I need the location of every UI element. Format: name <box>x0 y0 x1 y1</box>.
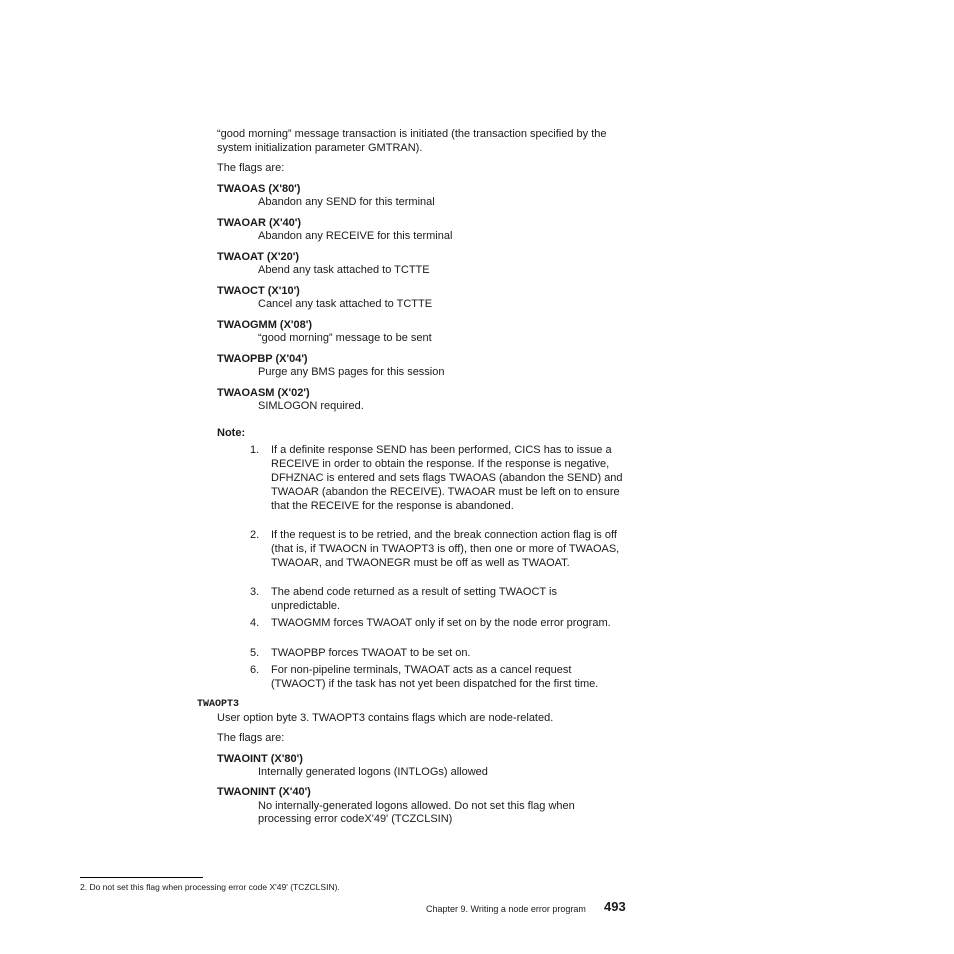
note-number: 4. <box>250 617 260 629</box>
flag-term: TWAOINT (X'80') <box>217 753 303 765</box>
flag-term: TWAOGMM (X'08') <box>217 319 313 331</box>
note-text: The abend code returned as a result of setting TWAOCT is unpredictable. <box>271 586 557 612</box>
footnote: 2. Do not set this flag when processing error code X'49' (TCZCLSIN). <box>80 882 340 892</box>
flag-term: TWAOASM (X'02') <box>217 387 310 399</box>
flag-description: Abandon any SEND for this terminal <box>258 196 435 208</box>
flag-term: TWAONINT (X'40') <box>217 786 311 798</box>
footnote-divider <box>80 877 203 878</box>
flag-description: Cancel any task attached to TCTTE <box>258 298 433 310</box>
note-number: 5. <box>250 647 260 659</box>
flag-term: TWAOAT (X'20') <box>217 251 300 263</box>
flag-description: processing error codeX'49' (TCZCLSIN) <box>258 813 453 825</box>
flag-term: TWAOAR (X'40') <box>217 217 302 229</box>
body-text-line: “good morning” message transaction is initiated (the transaction specified by the <box>217 128 607 140</box>
note-text: TWAOGMM forces TWAOAT only if set on by the node error program. <box>271 617 611 629</box>
flags-intro: The flags are: <box>217 732 285 744</box>
page-number: 493 <box>604 899 626 914</box>
note-text: If the request is to be retried, and the break connection action flag is off (that is, if TWAOCN in TWAOPT3 is off), then one or more of TWAOAS, TWAOAR, and TWAONEGR must be off as well as TWAOAT. <box>271 529 620 569</box>
flag-description: No internally-generated logons allowed. Do not set this flag when <box>258 800 575 812</box>
note-number: 2. <box>250 529 260 541</box>
flag-term: TWAOAS (X'80') <box>217 183 301 195</box>
flags-intro: The flags are: <box>217 162 285 174</box>
note-text: TWAOPBP forces TWAOAT to be set on. <box>271 647 471 659</box>
note-number: 6. <box>250 664 260 676</box>
flag-description: Purge any BMS pages for this session <box>258 366 445 378</box>
note-text: If a definite response SEND has been performed, CICS has to issue a RECEIVE in order to obtain the response. If the response is negative, DFHZNAC is entered and sets flags TWAOAS (abandon the SEND) and TWAOAR (abandon the RECEIVE). TWAOAR must be left on to ensure that the RECEIVE for the response is abandoned. <box>271 444 623 512</box>
flag-term: TWAOPBP (X'04') <box>217 353 308 365</box>
field-description: User option byte 3. TWAOPT3 contains flags which are node-related. <box>217 712 554 724</box>
note-heading: Note: <box>217 427 246 439</box>
body-text-line: system initialization parameter GMTRAN). <box>217 142 423 154</box>
flag-description: Internally generated logons (INTLOGs) allowed <box>258 766 488 778</box>
note-text: For non-pipeline terminals, TWAOAT acts as a cancel request (TWAOCT) if the task has not yet been dispatched for the first time. <box>271 664 599 690</box>
note-number: 3. <box>250 586 260 598</box>
flag-description: Abend any task attached to TCTTE <box>258 264 430 276</box>
chapter-footer: Chapter 9. Writing a node error program <box>426 904 586 914</box>
note-number: 1. <box>250 444 260 456</box>
field-name: TWAOPT3 <box>197 699 240 710</box>
flag-description: SIMLOGON required. <box>258 400 364 412</box>
flag-description: Abandon any RECEIVE for this terminal <box>258 230 453 242</box>
flag-term: TWAOCT (X'10') <box>217 285 300 297</box>
flag-description: “good morning” message to be sent <box>258 332 432 344</box>
